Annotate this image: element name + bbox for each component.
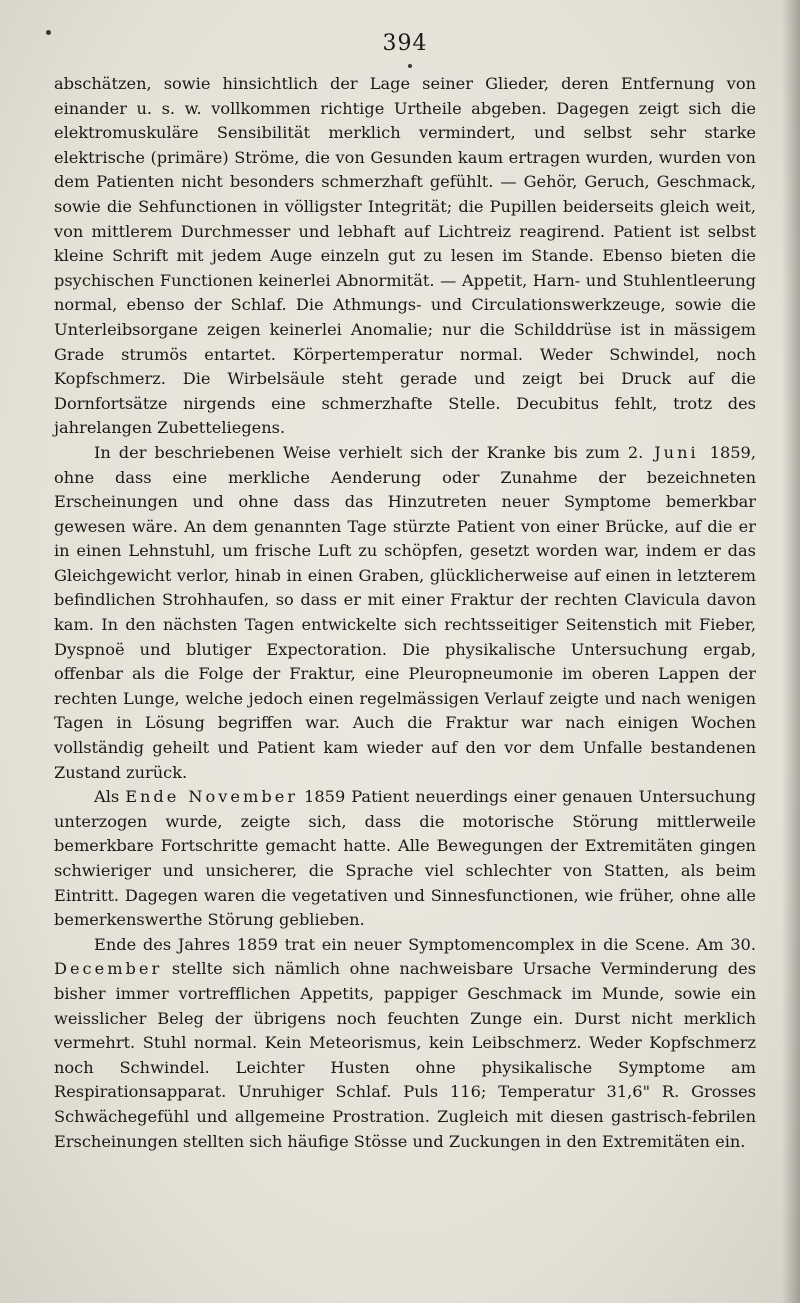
ink-speck (408, 64, 412, 68)
emphasized-text: December (54, 959, 163, 979)
paragraph-text: In der beschriebenen Weise verhielt sich der Kranke bis zum 2. (94, 442, 644, 462)
paragraph-text: Ende des Jahres 1859 trat ein neuer Symptomencomplex in die Scene. Am 30. (94, 934, 756, 954)
ink-speck (46, 30, 51, 35)
paragraph-text: 1859, ohne dass eine merkliche Aenderung oder Zunahme der bezeichneten Erscheinungen und ohne dass das Hinzutreten neuer Symptome bemerkbar gewesen wäre. An dem genannten Tage stürzte Patient von einer Brücke, auf die er in einen Lehnstuhl, um frische Luft zu schöpfen, gesetzt worden war, indem er das Gleichgewicht verlor, hinab in einen Graben, glücklicherweise auf einen in letzterem befindlichen Strohhaufen, so dass er mit einer Fraktur der rechten Clavicula davon kam. In den nächsten Tagen entwickelte sich rechtsseitiger Seitenstich mit Fieber, Dyspnoë und blutiger Expectoration. Die physikalische Untersuchung ergab, offenbar als die Folge der Fraktur, eine Pleuropneumonie im oberen Lappen der rechten Lunge, welche jedoch einen regelmässigen Verlauf zeigte und nach wenigen Tagen in Lösung begriffen war. Auch die Fraktur war nach einigen Wochen vollständig geheilt und Patient kam wieder auf den vor dem Unfalle bestandenen Zustand zurück. (54, 442, 756, 782)
emphasized-text: Juni (643, 442, 710, 462)
emphasized-text: Ende November (125, 787, 299, 807)
body-text (54, 72, 756, 1154)
paragraph (54, 933, 756, 1154)
paragraph (54, 441, 756, 785)
paragraph-text: abschätzen, sowie hinsichtlich der Lage seiner Glieder, deren Entfernung von einander u. s. w. vollkommen richtige Urtheile abgeben. Dagegen zeigt sich die elektromuskuläre Sensibilität merklich vermindert, und selbst sehr starke elektrische (primäre) Ströme, die von Gesunden kaum ertragen wurden, wurden von dem Patienten nicht besonders schmerzhaft gefühlt. — Gehör, Geruch, Geschmack, sowie die Sehfunctionen in völligster Integrität; die Pupillen beiderseits gleich weit, von mittlerem Durchmesser und lebhaft auf Lichtreiz reagirend. Patient ist selbst kleine Schrift mit jedem Auge einzeln gut zu lesen im Stande. Ebenso bieten die psychischen Functionen keinerlei Abnormität. — Appetit, Harn- und Stuhlentleerung normal, ebenso der Schlaf. Die Athmungs- und Circulationswerkzeuge, sowie die Unterleibsorgane zeigen keinerlei Anomalie; nur die Schilddrüse ist in mässigem Grade strumös entartet. Körpertemperatur normal. Weder Schwindel, noch Kopfschmerz. Die Wirbelsäule steht gerade und zeigt bei Druck auf die Dornfortsätze nirgends eine schmerzhafte Stelle. Decubitus fehlt, trotz des jahrelangen Zubetteliegens. (54, 74, 756, 438)
paragraph-text: Als (94, 787, 126, 807)
paragraph (54, 72, 756, 441)
page-edge-shadow (782, 0, 800, 1303)
paragraph-text: 1859 Patient neuerdings einer genauen Untersuchung unterzogen wurde, zeigte sich, dass die motorische Störung mittlerweile bemerkbare Fortschritte gemacht hatte. Alle Bewegungen der Extremitäten gingen schwieriger und unsicherer, die Sprache viel schlechter von Statten, als beim Eintritt. Dagegen waren die vegetativen und Sinnesfunctionen, wie früher, ohne alle bemerkenswerthe Störung geblieben. (54, 787, 756, 930)
paragraph-text: stellte sich nämlich ohne nachweisbare Ursache Verminderung des bisher immer vortrefflichen Appetits, pappiger Geschmack im Munde, sowie ein weisslicher Beleg der übrigens noch feuchten Zunge ein. Durst nicht merklich vermehrt. Stuhl normal. Kein Meteorismus, kein Leibschmerz. Weder Kopfschmerz noch Schwindel. Leichter Husten ohne physikalische Symptome am Respirationsapparat. Unruhiger Schlaf. Puls 116; Temperatur 31,6" R. Grosses Schwächegefühl und allgemeine Prostration. Zugleich mit diesen gastrisch-febrilen Erscheinungen stellten sich häufige Stösse und Zuckungen in den Extremitäten ein. (54, 959, 756, 1151)
paragraph (54, 785, 756, 933)
page-number: 394 (382, 31, 428, 56)
